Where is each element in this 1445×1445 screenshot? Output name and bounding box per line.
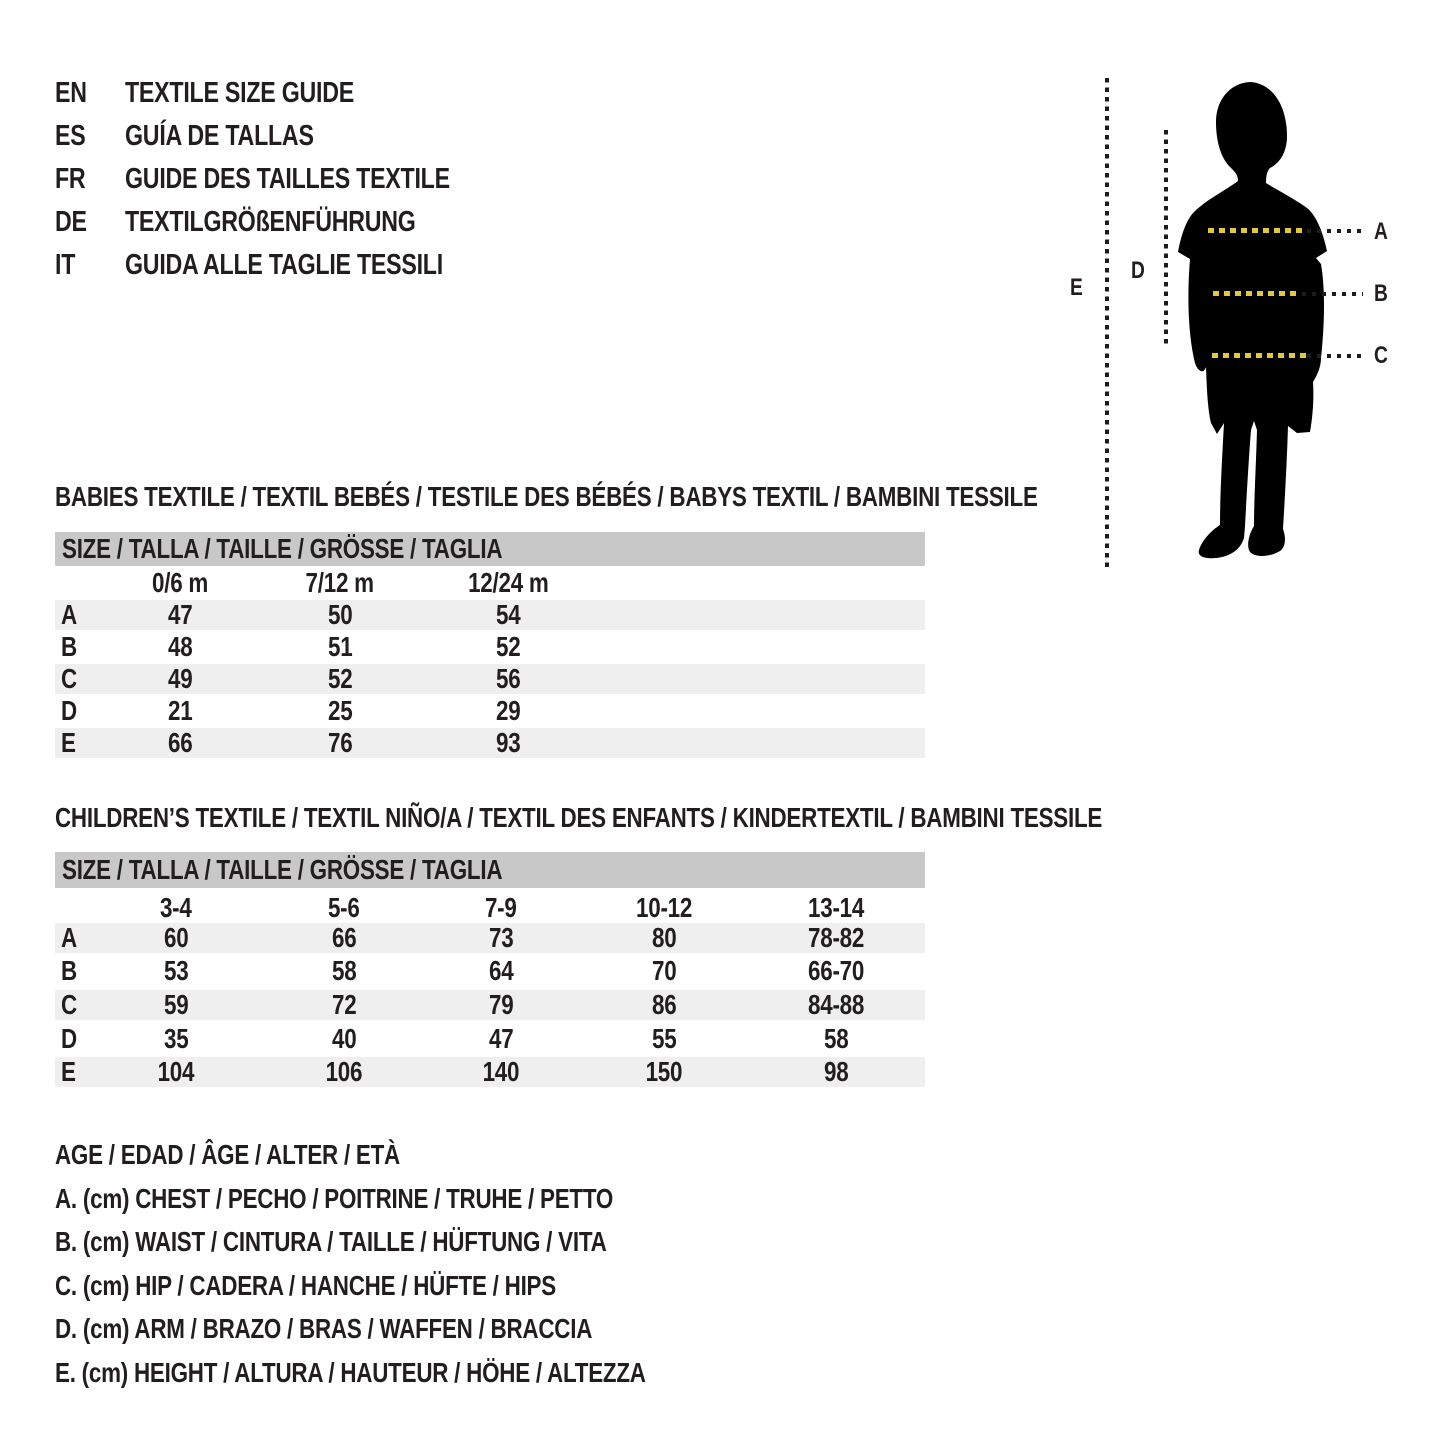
waist-leader-dots [1302, 292, 1363, 296]
legend-arm: D. (cm) ARM / BRAZO / BRAS / WAFFEN / BRACCIA [55, 1313, 593, 1344]
babies-row-c [55, 664, 925, 694]
children-col-3-4: 3-4 [160, 892, 192, 923]
row-label: D [61, 695, 77, 726]
children-row-d [55, 1024, 925, 1054]
legend-age: AGE / EDAD / ÂGE / ALTER / ETÀ [55, 1139, 400, 1170]
cell-value: 73 [488, 922, 514, 953]
babies-row-a [55, 600, 925, 630]
children-row-c [55, 990, 925, 1020]
children-col-5-6: 5-6 [328, 892, 360, 923]
cell-value: 51 [327, 631, 353, 662]
cell-value: 150 [645, 1056, 683, 1087]
cell-value: 104 [157, 1056, 195, 1087]
cell-value: 35 [163, 1023, 189, 1054]
cell-value: 58 [823, 1023, 849, 1054]
cell-value: 58 [331, 955, 357, 986]
legend-height: E. (cm) HEIGHT / ALTURA / HAUTEUR / HÖHE / ALTEZZA [55, 1357, 646, 1388]
babies-size-header: SIZE / TALLA / TAILLE / GRÖSSE / TAGLIA [62, 533, 503, 564]
cell-value: 98 [823, 1056, 849, 1087]
row-label: C [61, 989, 77, 1020]
children-col-7-9: 7-9 [485, 892, 517, 923]
language-code-en: EN [55, 77, 87, 109]
cell-value: 86 [651, 989, 677, 1020]
cell-value: 56 [495, 663, 521, 694]
cell-value: 72 [331, 989, 357, 1020]
cell-value: 40 [331, 1023, 357, 1054]
chest-measure-dashes [1208, 228, 1306, 233]
cell-value: 47 [488, 1023, 514, 1054]
cell-value: 76 [327, 727, 353, 758]
row-label: A [61, 599, 77, 630]
cell-value: 78-82 [807, 922, 865, 953]
children-row-b [55, 956, 925, 986]
babies-section-title: BABIES TEXTILE / TEXTIL BEBÉS / TESTILE DES BÉBÉS / BABYS TEXTIL / BAMBINI TESSILE [55, 481, 1038, 512]
cell-value: 52 [327, 663, 353, 694]
babies-column-headers [55, 568, 925, 598]
language-code-es: ES [55, 120, 86, 152]
children-row-e [55, 1057, 925, 1087]
babies-row-b [55, 632, 925, 662]
language-title-it: GUIDA ALLE TAGLIE TESSILI [125, 249, 443, 281]
waist-label: B [1374, 280, 1388, 307]
babies-size-header-bar [55, 532, 925, 566]
legend-chest: A. (cm) CHEST / PECHO / POITRINE / TRUHE / PETTO [55, 1183, 614, 1214]
children-row-a [55, 923, 925, 953]
children-section-title: CHILDREN’S TEXTILE / TEXTIL NIÑO/A / TEXTIL DES ENFANTS / KINDERTEXTIL / BAMBINI TESSILE [55, 802, 1103, 833]
cell-value: 25 [327, 695, 353, 726]
children-column-headers [55, 893, 925, 923]
cell-value: 29 [495, 695, 521, 726]
cell-value: 66 [331, 922, 357, 953]
language-title-de: TEXTILGRÖßENFÜHRUNG [125, 206, 416, 238]
hip-leader-dots [1307, 354, 1363, 358]
legend-waist: B. (cm) WAIST / CINTURA / TAILLE / HÜFTUNG / VITA [55, 1226, 607, 1257]
waist-measure-dashes [1213, 291, 1301, 296]
cell-value: 60 [163, 922, 189, 953]
children-col-13-14: 13-14 [807, 892, 865, 923]
language-code-fr: FR [55, 163, 86, 195]
children-size-header: SIZE / TALLA / TAILLE / GRÖSSE / TAGLIA [62, 854, 503, 885]
babies-col-0-6m: 0/6 m [151, 567, 209, 598]
language-title-en: TEXTILE SIZE GUIDE [125, 77, 354, 109]
legend-hip: C. (cm) HIP / CADERA / HANCHE / HÜFTE / HIPS [55, 1270, 556, 1301]
cell-value: 21 [167, 695, 193, 726]
cell-value: 84-88 [807, 989, 865, 1020]
row-label: E [61, 727, 76, 758]
language-title-es: GUÍA DE TALLAS [125, 120, 314, 152]
cell-value: 50 [327, 599, 353, 630]
row-label: B [61, 631, 77, 662]
cell-value: 140 [482, 1056, 520, 1087]
chest-leader-dots [1307, 229, 1363, 233]
babies-row-d [55, 696, 925, 726]
row-label: D [61, 1023, 77, 1054]
cell-value: 54 [495, 599, 521, 630]
cell-value: 53 [163, 955, 189, 986]
cell-value: 48 [167, 631, 193, 662]
row-label: E [61, 1056, 76, 1087]
cell-value: 80 [651, 922, 677, 953]
hip-measure-dashes [1212, 353, 1306, 358]
babies-row-e [55, 728, 925, 758]
cell-value: 64 [488, 955, 514, 986]
arm-label: D [1131, 257, 1145, 284]
language-title-fr: GUIDE DES TAILLES TEXTILE [125, 163, 450, 195]
cell-value: 49 [167, 663, 193, 694]
row-label: A [61, 922, 77, 953]
language-code-de: DE [55, 206, 87, 238]
row-label: B [61, 955, 77, 986]
hip-label: C [1374, 342, 1388, 369]
cell-value: 52 [495, 631, 521, 662]
babies-col-7-12m: 7/12 m [305, 567, 375, 598]
height-label: E [1070, 274, 1083, 301]
language-code-it: IT [55, 249, 76, 281]
chest-label: A [1374, 218, 1388, 245]
children-col-10-12: 10-12 [635, 892, 693, 923]
cell-value: 106 [325, 1056, 363, 1087]
cell-value: 55 [651, 1023, 677, 1054]
cell-value: 59 [163, 989, 189, 1020]
cell-value: 66 [167, 727, 193, 758]
row-label: C [61, 663, 77, 694]
cell-value: 70 [651, 955, 677, 986]
cell-value: 66-70 [807, 955, 865, 986]
cell-value: 79 [488, 989, 514, 1020]
babies-col-12-24m: 12/24 m [467, 567, 549, 598]
cell-value: 47 [167, 599, 193, 630]
cell-value: 93 [495, 727, 521, 758]
children-size-header-bar [55, 852, 925, 888]
